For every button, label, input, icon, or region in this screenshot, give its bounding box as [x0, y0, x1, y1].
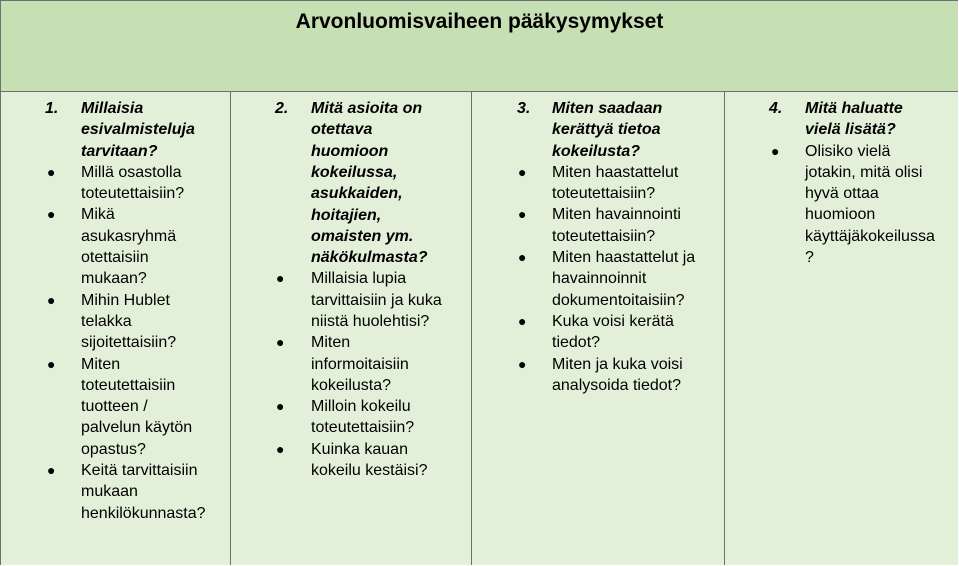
- bullet-item: [725, 141, 958, 269]
- bullet-dot-icon: ●: [518, 312, 527, 329]
- bullet-text-line: hyvä ottaa: [805, 185, 879, 203]
- question-number: 2.: [275, 100, 289, 117]
- bullet-dot-icon: ●: [518, 355, 527, 372]
- question-text-line: Miten saadaan: [552, 100, 663, 117]
- bullet-text-line: mukaan: [81, 483, 138, 501]
- bullet-dot-icon: ●: [47, 291, 56, 308]
- question-text-line: kerättyä tietoa: [552, 121, 661, 139]
- bullet-text-line: Milloin kokeilu: [311, 398, 411, 416]
- bullet-item: [472, 247, 724, 311]
- question-text-line: asukkaiden,: [311, 185, 403, 203]
- bullet-text-line: Mihin Hublet: [81, 291, 170, 309]
- bullet-text-line: käyttäjäkokeilussa: [805, 227, 935, 245]
- bullet-text-line: Miten haastattelut ja: [552, 249, 696, 267]
- bullet-text-line: informoitaisiin: [311, 355, 409, 373]
- question-text-line: Mitä haluatte: [805, 100, 903, 117]
- bullet-text-line: kokeilu kestäisi?: [311, 462, 428, 480]
- question-text-line: kokeilussa,: [311, 163, 398, 181]
- bullet-text-line: sijoitettaisiin?: [81, 334, 177, 352]
- bullet-dot-icon: ●: [47, 355, 56, 372]
- bullet-dot-icon: ●: [47, 206, 56, 223]
- bullet-dot-icon: ●: [276, 440, 285, 457]
- bullet-item: [1, 354, 230, 461]
- bullet-dot-icon: ●: [771, 142, 780, 159]
- question-text-line: Millaisia: [81, 100, 144, 117]
- bullet-list: [1, 162, 230, 524]
- bullet-item: [231, 268, 471, 332]
- bullet-text-line: tuotteen /: [81, 398, 148, 416]
- question-text-line: otettava: [311, 121, 373, 139]
- bullet-text-line: toteutettaisiin?: [552, 185, 656, 203]
- bullet-item: [472, 311, 724, 354]
- bullet-item: [472, 162, 724, 205]
- column-4: [724, 92, 958, 565]
- bullet-dot-icon: ●: [276, 398, 285, 415]
- bullet-item: [472, 354, 724, 397]
- bullet-text-line: Miten: [81, 355, 121, 373]
- bullet-item: [1, 162, 230, 205]
- question-text-line: tarvitaan?: [81, 142, 158, 160]
- bullet-item: [1, 460, 230, 524]
- bullet-text-line: toteutettaisiin?: [311, 419, 415, 437]
- bullet-text-line: Kuka voisi kerätä: [552, 312, 674, 330]
- bullet-dot-icon: ●: [276, 270, 285, 287]
- bullet-text-line: telakka: [81, 312, 132, 330]
- bullet-text-line: kokeilusta?: [311, 376, 392, 394]
- bullet-item: [231, 396, 471, 439]
- question-text-line: Mitä asioita on: [311, 100, 423, 117]
- question-heading: [725, 98, 958, 141]
- bullet-text-line: Miten haastattelut: [552, 163, 679, 181]
- bullet-item: [1, 204, 230, 289]
- bullet-text-line: ?: [805, 249, 814, 267]
- bullet-text-line: niistä huolehtisi?: [311, 312, 430, 330]
- bullet-text-line: toteutettaisiin?: [552, 227, 656, 245]
- bullet-text-line: tarvittaisiin ja kuka: [311, 291, 442, 309]
- question-heading: [231, 98, 471, 268]
- bullet-text-line: huomioon: [805, 206, 876, 224]
- bullet-dot-icon: ●: [518, 249, 527, 266]
- bullet-text-line: analysoida tiedot?: [552, 376, 681, 394]
- bullet-text-line: tiedot?: [552, 334, 601, 352]
- bullet-text-line: Millaisia lupia: [311, 270, 407, 288]
- bullet-text-line: Kuinka kauan: [311, 440, 408, 458]
- question-heading: [1, 98, 230, 162]
- bullet-dot-icon: ●: [47, 163, 56, 180]
- bullet-text-line: toteutettaisiin?: [81, 185, 185, 203]
- bullet-text-line: jotakin, mitä olisi: [805, 163, 923, 181]
- bullet-text-line: otettaisiin: [81, 249, 149, 267]
- question-text-line: hoitajien,: [311, 206, 382, 224]
- bullet-text-line: mukaan?: [81, 270, 147, 288]
- bullet-text-line: Olisiko vielä: [805, 142, 891, 160]
- bullet-text-line: havainnoinnit: [552, 270, 647, 288]
- bullet-list: [472, 162, 724, 396]
- column-3: [471, 92, 724, 565]
- table-title: Arvonluomisvaiheen pääkysymykset: [295, 10, 664, 33]
- question-heading: [472, 98, 724, 162]
- question-number: 4.: [769, 100, 783, 117]
- bullet-text-line: toteutettaisiin: [81, 376, 176, 394]
- bullet-text-line: Miten ja kuka voisi: [552, 355, 683, 373]
- bullet-item: [472, 204, 724, 247]
- bullet-dot-icon: ●: [276, 334, 285, 351]
- bullet-text-line: Mikä: [81, 206, 115, 224]
- bullet-text-line: Millä osastolla: [81, 163, 182, 181]
- bullet-text-line: opastus?: [81, 440, 146, 458]
- bullet-text-line: palvelun käytön: [81, 419, 193, 437]
- question-text-line: huomioon: [311, 142, 389, 160]
- bullet-text-line: asukasryhmä: [81, 227, 177, 245]
- bullet-text-line: Miten havainnointi: [552, 206, 681, 224]
- bullet-item: [231, 332, 471, 396]
- bullet-dot-icon: ●: [47, 462, 56, 479]
- bullet-list: [725, 141, 958, 269]
- bullet-text-line: henkilökunnasta?: [81, 504, 206, 522]
- question-text-line: vielä lisätä?: [805, 121, 896, 139]
- question-text-line: kokeilusta?: [552, 142, 641, 160]
- question-text-line: esivalmisteluja: [81, 121, 195, 139]
- bullet-dot-icon: ●: [518, 206, 527, 223]
- question-number: 1.: [45, 100, 59, 117]
- bullet-text-line: Keitä tarvittaisiin: [81, 462, 198, 480]
- question-text-line: omaisten ym.: [311, 227, 414, 245]
- column-1: [1, 92, 230, 565]
- bullet-list: [231, 268, 471, 481]
- bullet-dot-icon: ●: [518, 163, 527, 180]
- bullet-text-line: Miten: [311, 334, 351, 352]
- bullet-item: [231, 439, 471, 482]
- question-number: 3.: [517, 100, 531, 117]
- table-header: [1, 1, 958, 92]
- column-2: [230, 92, 471, 565]
- bullet-text-line: dokumentoitaisiin?: [552, 291, 685, 309]
- question-text-line: näkökulmasta?: [311, 249, 428, 267]
- bullet-item: [1, 290, 230, 354]
